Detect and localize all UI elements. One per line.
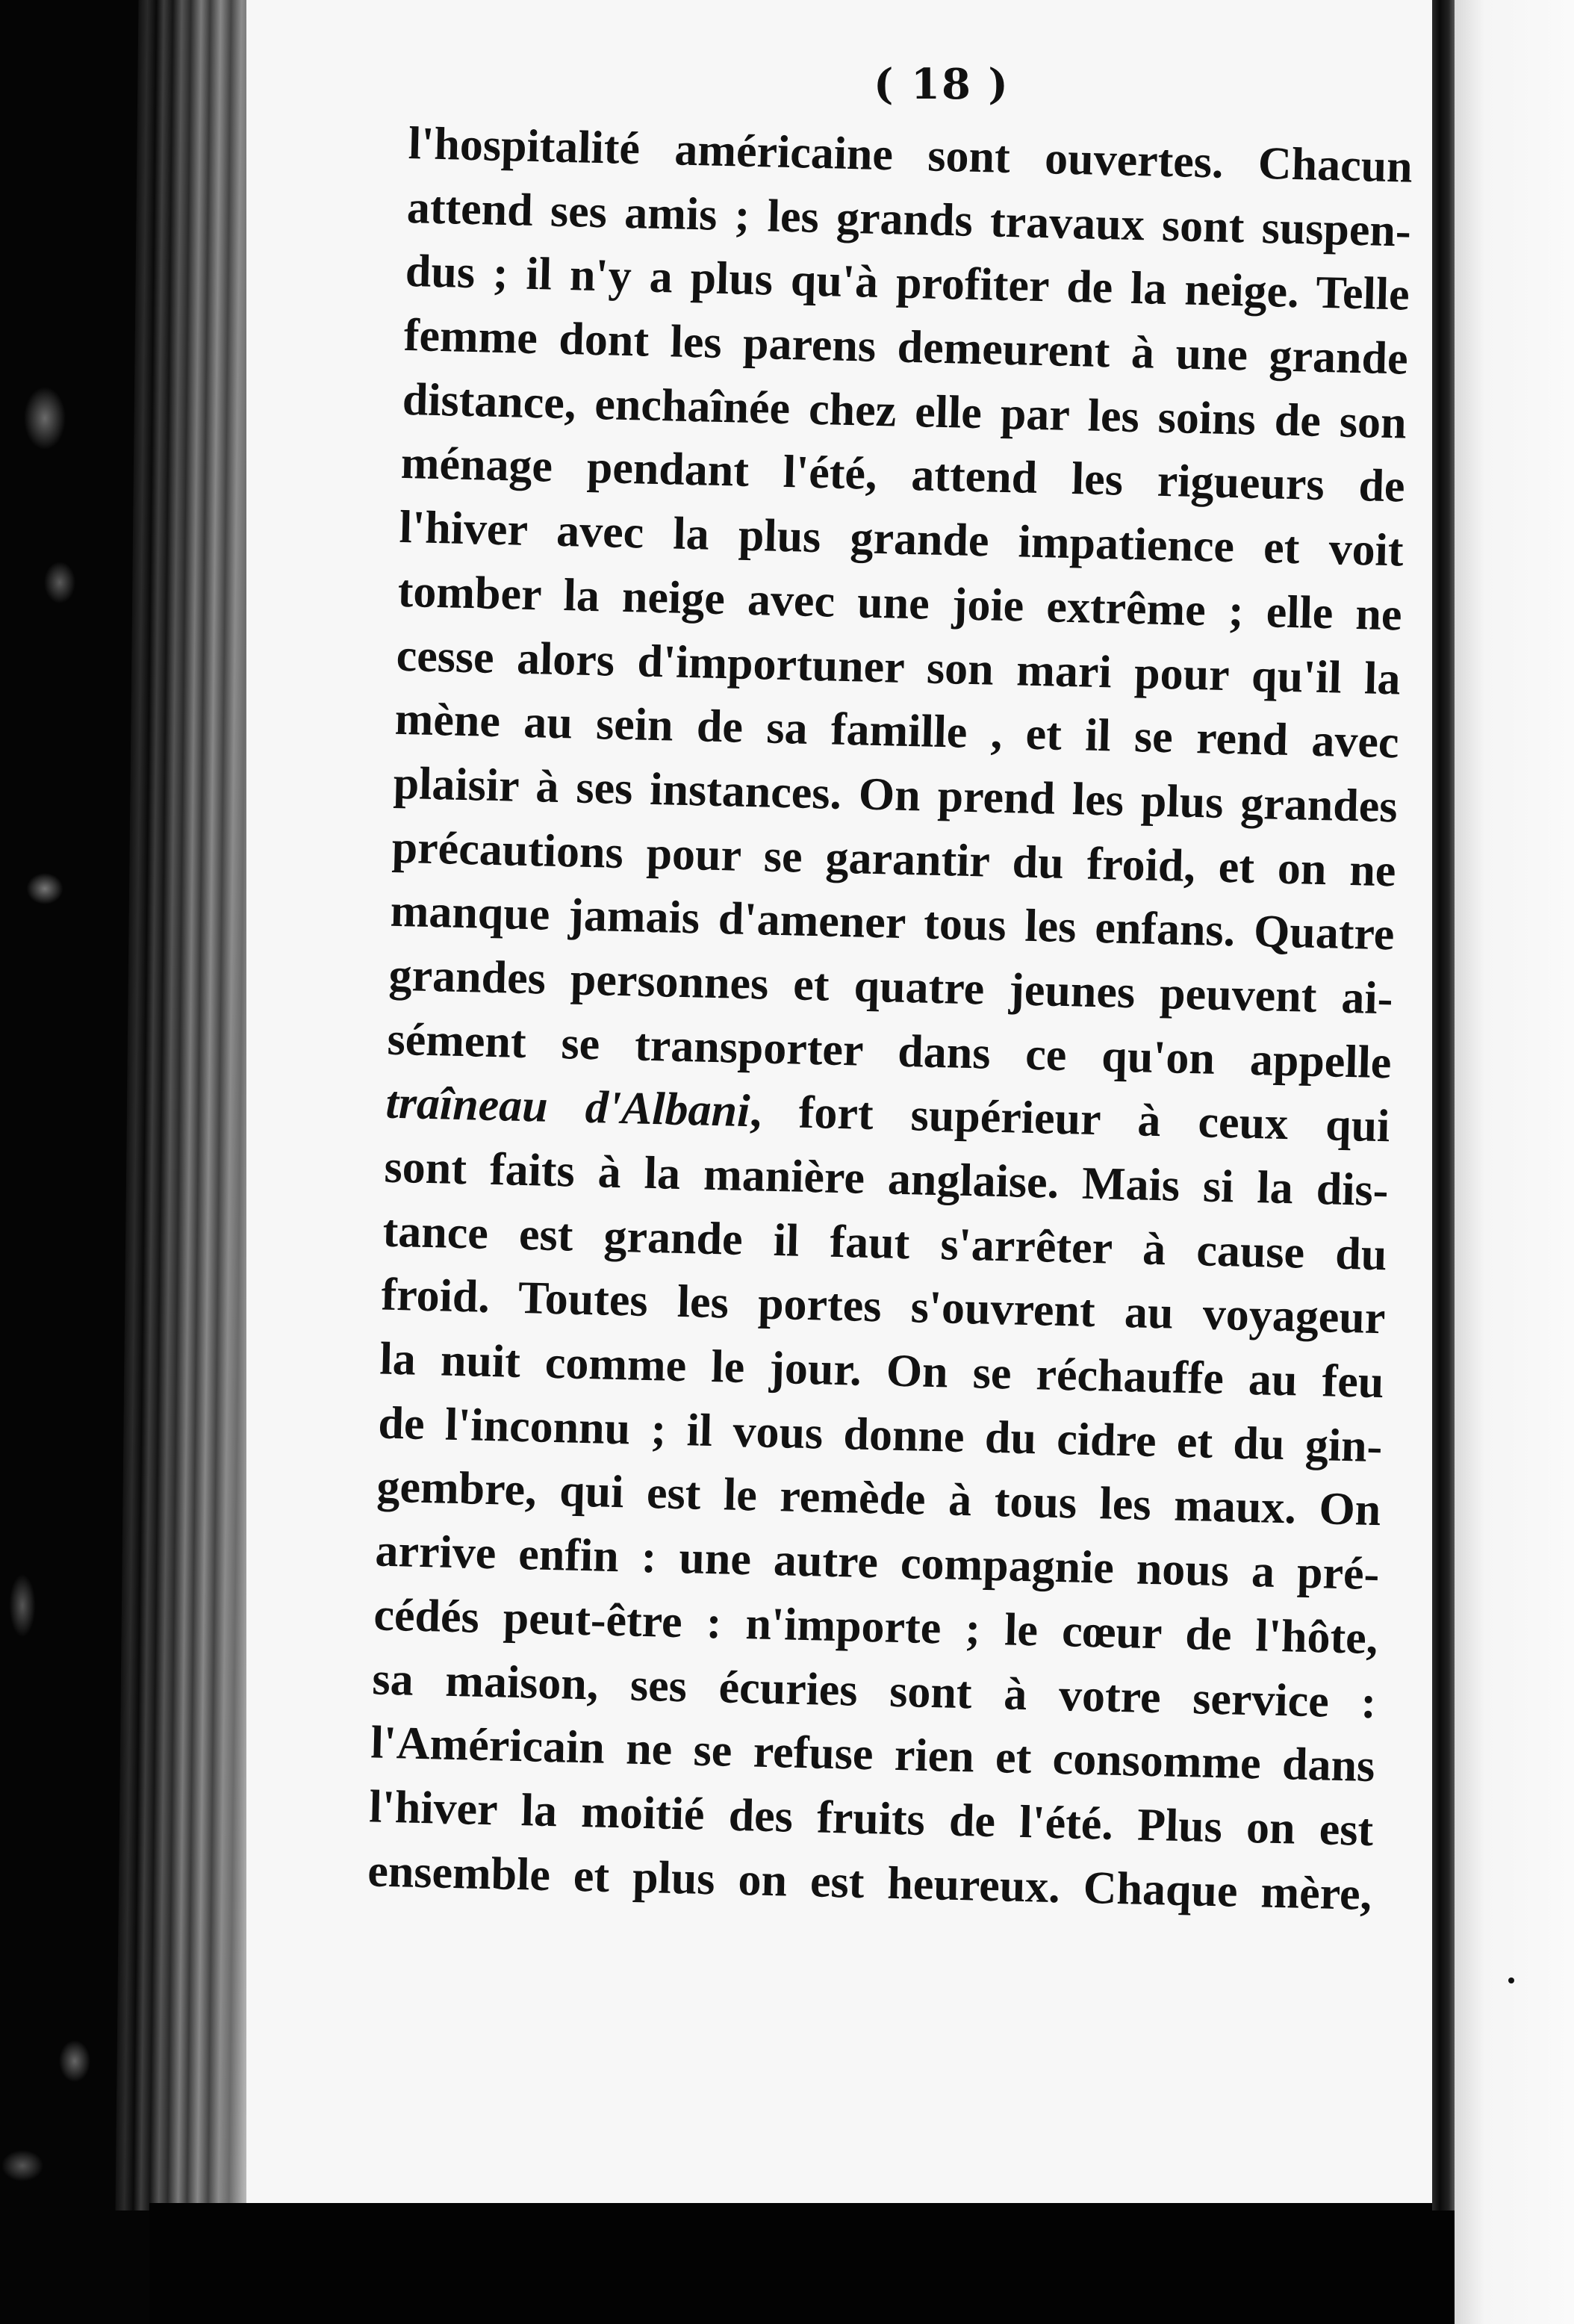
text-line: plaisir à ses instances. On prend les plus grandes [393, 757, 1399, 833]
text-line: ensemble et plus on est heureux. Chaque mère, [367, 1845, 1372, 1920]
text-line: l'hospitalité américaine sont ouvertes. Chacun [408, 117, 1413, 193]
text-line: arrive enfin : une autre compagnie nous a pré- [374, 1525, 1381, 1600]
text-line: l'Américain ne se refuse rien et consomme dans [370, 1717, 1375, 1792]
text-line: sont faits à la manière anglaise. Mais si la dis- [383, 1141, 1390, 1217]
text-line: sément se transporter dans ce qu'on appelle [386, 1013, 1393, 1088]
right-page-edge [1432, 0, 1455, 2210]
italic-term: traîneau d'Albani [385, 1077, 751, 1137]
text-line: l'hiver la moitié des fruits de l'été. Plus on est [368, 1781, 1374, 1856]
text-line: ménage pendant l'été, attend les rigueurs de [400, 438, 1406, 512]
body-text [367, 112, 1413, 1927]
line-rest: , fort supérieur à ceux qui [749, 1086, 1391, 1152]
text-line: mène au sein de sa famille , et il se rend avec [394, 693, 1400, 768]
text-line: gembre, qui est le remède à tous les maux. On [376, 1461, 1382, 1536]
text-line: dus ; il n'y a plus qu'à profiter de la neige. Telle [405, 246, 1410, 320]
facing-page [1455, 0, 1574, 2324]
text-line: la nuit comme le jour. On se réchauffe au feu [379, 1333, 1385, 1408]
ink-speck [1508, 1977, 1514, 1983]
text-line: froid. Toutes les portes s'ouvrent au voyageur [380, 1269, 1387, 1344]
text-line: sa maison, ses écuries sont à votre service : [371, 1653, 1377, 1728]
text-line: manque jamais d'amener tous les enfans. Quatre [389, 885, 1396, 960]
text-line: grandes personnes et quatre jeunes peuvent ai- [388, 949, 1394, 1025]
text-line: tance est grande il faut s'arrêter à cause du [382, 1205, 1388, 1280]
text-line: précautions pour se garantir du froid, et on ne [391, 821, 1397, 896]
text-line: tomber la neige avec une joie extrême ; elle ne [397, 565, 1403, 641]
text-line: cédés peut-être : n'importe ; le cœur de l'hôte, [373, 1589, 1379, 1664]
text-line: attend ses amis ; les grands travaux sont suspen- [406, 181, 1412, 257]
bottom-shadow [149, 2203, 1568, 2324]
text-line: l'hiver avec la plus grande impatience et voit [399, 501, 1405, 577]
text-line: cesse alors d'importuner son mari pour qu'il la [396, 630, 1402, 704]
text-line: distance, enchaînée chez elle par les soins de son [402, 373, 1407, 449]
page-number: ( 18 ) [874, 60, 1010, 109]
text-line: de l'inconnu ; il vous donne du cidre et du gin- [377, 1397, 1384, 1472]
text-line: femme dont les parens demeurent à une grande [403, 309, 1409, 385]
